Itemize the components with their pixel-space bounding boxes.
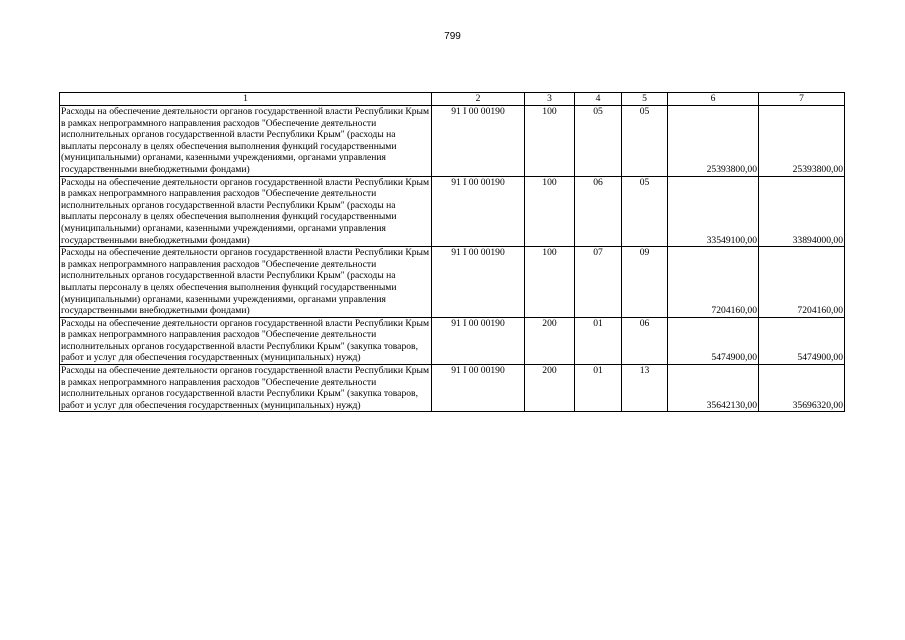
section-code: 01 <box>575 317 622 364</box>
amount-year-2: 33894000,00 <box>759 176 845 247</box>
amount-year-1: 5474900,00 <box>668 317 759 364</box>
amount-year-1: 7204160,00 <box>668 247 759 318</box>
target-code: 91 I 00 00190 <box>432 365 525 412</box>
amount-year-1: 35642130,00 <box>668 365 759 412</box>
expense-type: 100 <box>525 106 575 177</box>
page-number: 799 <box>444 31 461 42</box>
target-code: 91 I 00 00190 <box>432 106 525 177</box>
target-code: 91 I 00 00190 <box>432 176 525 247</box>
expense-description: Расходы на обеспечение деятельности органов государственной власти Республики Крым в рамках непрограммного направления расходов "Обеспечение деятельности исполнительных органов государственной власти Республики Крым" (расходы на выплаты персоналу в целях обеспечения выполнения функций государственными (муниципальными) органами, казенными учреждениями, органами управления государственными внебюджетными фондами) <box>60 106 432 177</box>
table-row <box>60 106 845 177</box>
table-header-row <box>60 93 845 106</box>
column-header: 1 <box>60 93 432 106</box>
amount-year-1: 33549100,00 <box>668 176 759 247</box>
expense-type: 200 <box>525 317 575 364</box>
expense-description: Расходы на обеспечение деятельности органов государственной власти Республики Крым в рамках непрограммного направления расходов "Обеспечение деятельности исполнительных органов государственной власти Республики Крым" (расходы на выплаты персоналу в целях обеспечения выполнения функций государственными (муниципальными) органами, казенными учреждениями, органами управления государственными внебюджетными фондами) <box>60 247 432 318</box>
section-code: 05 <box>575 106 622 177</box>
column-header: 2 <box>432 93 525 106</box>
table-row <box>60 365 845 412</box>
subsection-code: 05 <box>622 106 668 177</box>
amount-year-2: 25393800,00 <box>759 106 845 177</box>
budget-table <box>59 92 845 412</box>
subsection-code: 05 <box>622 176 668 247</box>
column-header: 3 <box>525 93 575 106</box>
column-header: 6 <box>668 93 759 106</box>
expense-description: Расходы на обеспечение деятельности органов государственной власти Республики Крым в рамках непрограммного направления расходов "Обеспечение деятельности исполнительных органов государственной власти Республики Крым" (закупка товаров, работ и услуг для обеспечения государственных (муниципальных) нужд) <box>60 365 432 412</box>
expense-description: Расходы на обеспечение деятельности органов государственной власти Республики Крым в рамках непрограммного направления расходов "Обеспечение деятельности исполнительных органов государственной власти Республики Крым" (расходы на выплаты персоналу в целях обеспечения выполнения функций государственными (муниципальными) органами, казенными учреждениями, органами управления государственными внебюджетными фондами) <box>60 176 432 247</box>
column-header: 5 <box>622 93 668 106</box>
section-code: 01 <box>575 365 622 412</box>
target-code: 91 I 00 00190 <box>432 317 525 364</box>
subsection-code: 06 <box>622 317 668 364</box>
amount-year-2: 35696320,00 <box>759 365 845 412</box>
amount-year-2: 7204160,00 <box>759 247 845 318</box>
expense-type: 100 <box>525 247 575 318</box>
column-header: 4 <box>575 93 622 106</box>
subsection-code: 09 <box>622 247 668 318</box>
subsection-code: 13 <box>622 365 668 412</box>
amount-year-2: 5474900,00 <box>759 317 845 364</box>
table-row <box>60 176 845 247</box>
expense-type: 100 <box>525 176 575 247</box>
column-header: 7 <box>759 93 845 106</box>
amount-year-1: 25393800,00 <box>668 106 759 177</box>
table-row <box>60 317 845 364</box>
expense-type: 200 <box>525 365 575 412</box>
expense-description: Расходы на обеспечение деятельности органов государственной власти Республики Крым в рамках непрограммного направления расходов "Обеспечение деятельности исполнительных органов государственной власти Республики Крым" (закупка товаров, работ и услуг для обеспечения государственных (муниципальных) нужд) <box>60 317 432 364</box>
target-code: 91 I 00 00190 <box>432 247 525 318</box>
section-code: 06 <box>575 176 622 247</box>
section-code: 07 <box>575 247 622 318</box>
table-row <box>60 247 845 318</box>
